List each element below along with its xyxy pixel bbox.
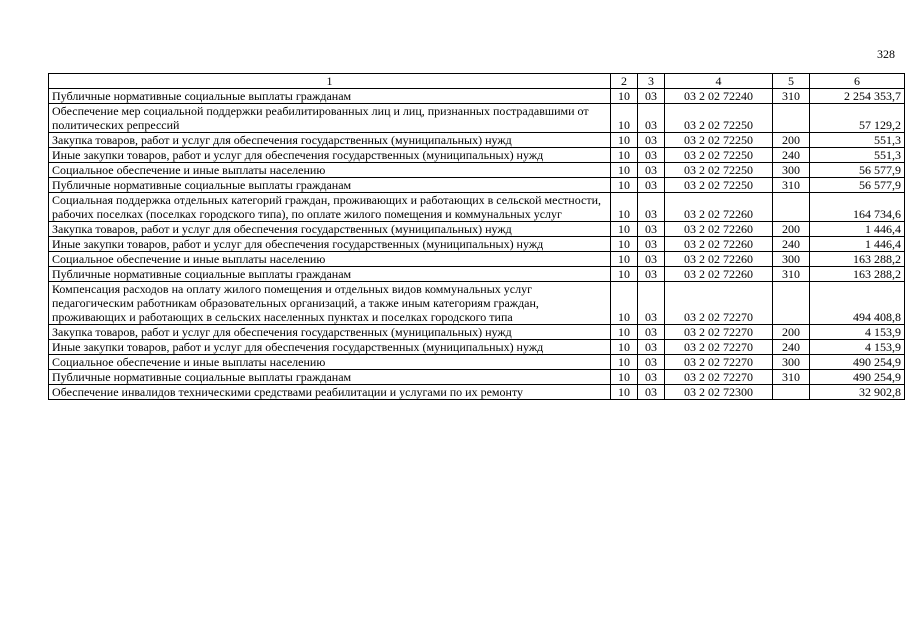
row-name: Иные закупки товаров, работ и услуг для обеспечения государственных (муниципальных) нужд [49,237,611,252]
row-subsection: 03 [638,178,665,193]
column-header: 6 [810,74,905,89]
table-row [49,370,905,385]
row-expense-type: 310 [773,370,810,385]
row-section: 10 [611,267,638,282]
row-name: Компенсация расходов на оплату жилого помещения и отдельных видов коммунальных услуг педагогическим работникам образовательных организаций, а также иным категориям граждан, проживающих и работающих в сельских населенных пунктах и поселках городского типа [49,282,611,325]
table-row [49,340,905,355]
row-amount: 494 408,8 [810,282,905,325]
table-row [49,385,905,400]
row-amount: 57 129,2 [810,104,905,133]
budget-table [48,73,905,400]
row-subsection: 03 [638,89,665,104]
row-subsection: 03 [638,222,665,237]
row-subsection: 03 [638,148,665,163]
row-expense-type [773,282,810,325]
row-name: Закупка товаров, работ и услуг для обеспечения государственных (муниципальных) нужд [49,222,611,237]
row-expense-type [773,193,810,222]
row-name: Публичные нормативные социальные выплаты гражданам [49,178,611,193]
row-amount: 56 577,9 [810,163,905,178]
row-section: 10 [611,104,638,133]
row-expense-type: 200 [773,325,810,340]
row-expense-type: 310 [773,89,810,104]
row-amount: 1 446,4 [810,237,905,252]
row-amount: 551,3 [810,148,905,163]
row-name: Социальное обеспечение и иные выплаты населению [49,252,611,267]
row-amount: 551,3 [810,133,905,148]
row-expense-type: 200 [773,222,810,237]
row-section: 10 [611,222,638,237]
column-header: 5 [773,74,810,89]
row-target-article: 03 2 02 72250 [665,104,773,133]
row-section: 10 [611,89,638,104]
row-name: Социальное обеспечение и иные выплаты населению [49,163,611,178]
row-subsection: 03 [638,133,665,148]
row-target-article: 03 2 02 72240 [665,89,773,104]
row-amount: 32 902,8 [810,385,905,400]
row-target-article: 03 2 02 72250 [665,133,773,148]
row-target-article: 03 2 02 72250 [665,163,773,178]
row-amount: 164 734,6 [810,193,905,222]
table-row [49,178,905,193]
row-amount: 4 153,9 [810,325,905,340]
row-expense-type [773,104,810,133]
row-subsection: 03 [638,355,665,370]
row-name: Социальное обеспечение и иные выплаты населению [49,355,611,370]
row-section: 10 [611,133,638,148]
table-row [49,193,905,222]
row-target-article: 03 2 02 72250 [665,148,773,163]
row-subsection: 03 [638,252,665,267]
row-target-article: 03 2 02 72260 [665,237,773,252]
row-subsection: 03 [638,385,665,400]
row-section: 10 [611,193,638,222]
row-target-article: 03 2 02 72260 [665,193,773,222]
row-amount: 2 254 353,7 [810,89,905,104]
row-section: 10 [611,148,638,163]
table-row [49,222,905,237]
row-name: Публичные нормативные социальные выплаты гражданам [49,370,611,385]
row-amount: 1 446,4 [810,222,905,237]
row-subsection: 03 [638,193,665,222]
table-header-row [49,74,905,89]
row-expense-type: 240 [773,237,810,252]
row-name: Закупка товаров, работ и услуг для обеспечения государственных (муниципальных) нужд [49,325,611,340]
row-expense-type: 310 [773,267,810,282]
row-section: 10 [611,237,638,252]
table-row [49,252,905,267]
row-expense-type [773,385,810,400]
row-expense-type: 300 [773,163,810,178]
row-amount: 163 288,2 [810,252,905,267]
row-expense-type: 200 [773,133,810,148]
row-amount: 56 577,9 [810,178,905,193]
row-name: Публичные нормативные социальные выплаты гражданам [49,267,611,282]
row-target-article: 03 2 02 72250 [665,178,773,193]
row-section: 10 [611,340,638,355]
row-name: Иные закупки товаров, работ и услуг для обеспечения государственных (муниципальных) нужд [49,148,611,163]
row-expense-type: 310 [773,178,810,193]
row-target-article: 03 2 02 72300 [665,385,773,400]
row-name: Публичные нормативные социальные выплаты гражданам [49,89,611,104]
row-amount: 490 254,9 [810,370,905,385]
row-name: Обеспечение инвалидов техническими средствами реабилитации и услугами по их ремонту [49,385,611,400]
row-target-article: 03 2 02 72260 [665,222,773,237]
row-section: 10 [611,355,638,370]
row-section: 10 [611,178,638,193]
row-section: 10 [611,252,638,267]
row-amount: 4 153,9 [810,340,905,355]
row-target-article: 03 2 02 72270 [665,340,773,355]
row-subsection: 03 [638,370,665,385]
table-row [49,325,905,340]
row-target-article: 03 2 02 72260 [665,267,773,282]
row-subsection: 03 [638,267,665,282]
row-name: Закупка товаров, работ и услуг для обеспечения государственных (муниципальных) нужд [49,133,611,148]
table-row [49,355,905,370]
row-expense-type: 240 [773,340,810,355]
row-name: Иные закупки товаров, работ и услуг для обеспечения государственных (муниципальных) нужд [49,340,611,355]
row-subsection: 03 [638,163,665,178]
row-section: 10 [611,282,638,325]
column-header: 3 [638,74,665,89]
table-row [49,267,905,282]
column-header: 4 [665,74,773,89]
table-row [49,163,905,178]
row-target-article: 03 2 02 72270 [665,355,773,370]
row-subsection: 03 [638,237,665,252]
table-row [49,148,905,163]
row-subsection: 03 [638,340,665,355]
row-expense-type: 300 [773,355,810,370]
row-name: Обеспечение мер социальной поддержки реабилитированных лиц и лиц, признанных пострадавшими от политических репрессий [49,104,611,133]
row-section: 10 [611,163,638,178]
row-amount: 490 254,9 [810,355,905,370]
row-target-article: 03 2 02 72260 [665,252,773,267]
row-subsection: 03 [638,325,665,340]
row-amount: 163 288,2 [810,267,905,282]
column-header: 1 [49,74,611,89]
column-header: 2 [611,74,638,89]
row-subsection: 03 [638,104,665,133]
row-section: 10 [611,385,638,400]
table-row [49,133,905,148]
row-target-article: 03 2 02 72270 [665,325,773,340]
table-row [49,104,905,133]
row-target-article: 03 2 02 72270 [665,282,773,325]
row-target-article: 03 2 02 72270 [665,370,773,385]
row-subsection: 03 [638,282,665,325]
table-row [49,89,905,104]
page-number: 328 [877,47,895,61]
row-name: Социальная поддержка отдельных категорий граждан, проживающих и работающих в сельской местности, рабочих поселках (поселках городского типа), по оплате жилого помещения и коммунальных услуг [49,193,611,222]
row-section: 10 [611,370,638,385]
row-section: 10 [611,325,638,340]
table-row [49,282,905,325]
table-row [49,237,905,252]
row-expense-type: 300 [773,252,810,267]
row-expense-type: 240 [773,148,810,163]
